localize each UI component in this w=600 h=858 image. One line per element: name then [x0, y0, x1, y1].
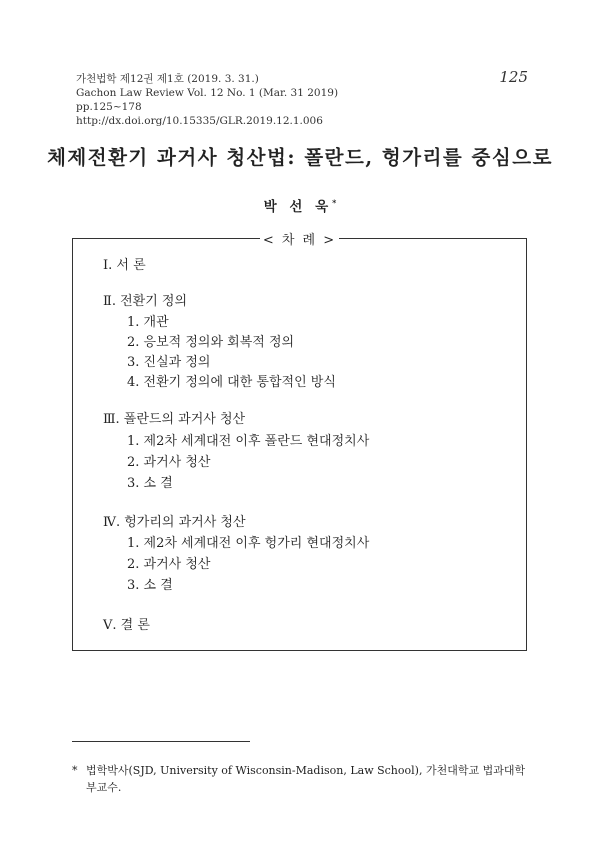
footnote-mark: * — [72, 764, 78, 777]
page-range: pp.125~178 — [76, 101, 142, 113]
toc-chapter-2[interactable]: Ⅱ. 전환기 정의 — [103, 294, 188, 309]
toc-section-3-2[interactable]: 2. 과거사 청산 — [127, 455, 211, 470]
journal-title-korean: 가천법학 제12권 제1호 (2019. 3. 31.) — [76, 73, 259, 85]
toc-section-2-3[interactable]: 3. 진실과 정의 — [127, 355, 211, 370]
footnote — [72, 762, 532, 796]
toc-chapter-3[interactable]: Ⅲ. 폴란드의 과거사 청산 — [103, 412, 246, 427]
toc-section-2-2[interactable]: 2. 응보적 정의와 회복적 정의 — [127, 335, 295, 350]
toc-section-2-1[interactable]: 1. 개관 — [127, 315, 169, 330]
footnote-text: 법학박사(SJD, University of Wisconsin-Madison, Law School), 가천대학교 법과대학 부교수. — [86, 764, 526, 794]
author — [0, 195, 600, 215]
toc-section-2-4[interactable]: 4. 전환기 정의에 대한 통합적인 방식 — [127, 375, 336, 390]
toc-section-4-3[interactable]: 3. 소 결 — [127, 578, 173, 593]
author-name: 박 선 욱 — [263, 199, 333, 215]
journal-header — [76, 72, 338, 128]
page-number: 125 — [499, 68, 528, 86]
toc-section-4-1[interactable]: 1. 제2차 세계대전 이후 헝가리 현대정치사 — [127, 536, 370, 551]
toc-chapter-4[interactable]: Ⅳ. 헝가리의 과거사 청산 — [103, 515, 246, 530]
toc-chapter-5[interactable]: Ⅴ. 결 론 — [103, 618, 150, 633]
author-footnote-mark[interactable]: * — [332, 197, 337, 208]
toc-chapter-1[interactable]: Ⅰ. 서 론 — [103, 258, 146, 273]
toc-caption — [73, 229, 526, 250]
toc-section-4-2[interactable]: 2. 과거사 청산 — [127, 557, 211, 572]
toc-section-3-3[interactable]: 3. 소 결 — [127, 476, 173, 491]
footnote-divider — [72, 741, 250, 742]
doi-link[interactable]: http://dx.doi.org/10.15335/GLR.2019.12.1.006 — [76, 115, 323, 127]
toc-section-3-1[interactable]: 1. 제2차 세계대전 이후 폴란드 현대정치사 — [127, 434, 370, 449]
toc-caption-text: < 차 례 > — [260, 233, 339, 248]
journal-title-english: Gachon Law Review Vol. 12 No. 1 (Mar. 31 2019) — [76, 87, 339, 99]
table-of-contents — [72, 233, 527, 651]
article-title: 체제전환기 과거사 청산법: 폴란드, 헝가리를 중심으로 — [47, 146, 553, 169]
